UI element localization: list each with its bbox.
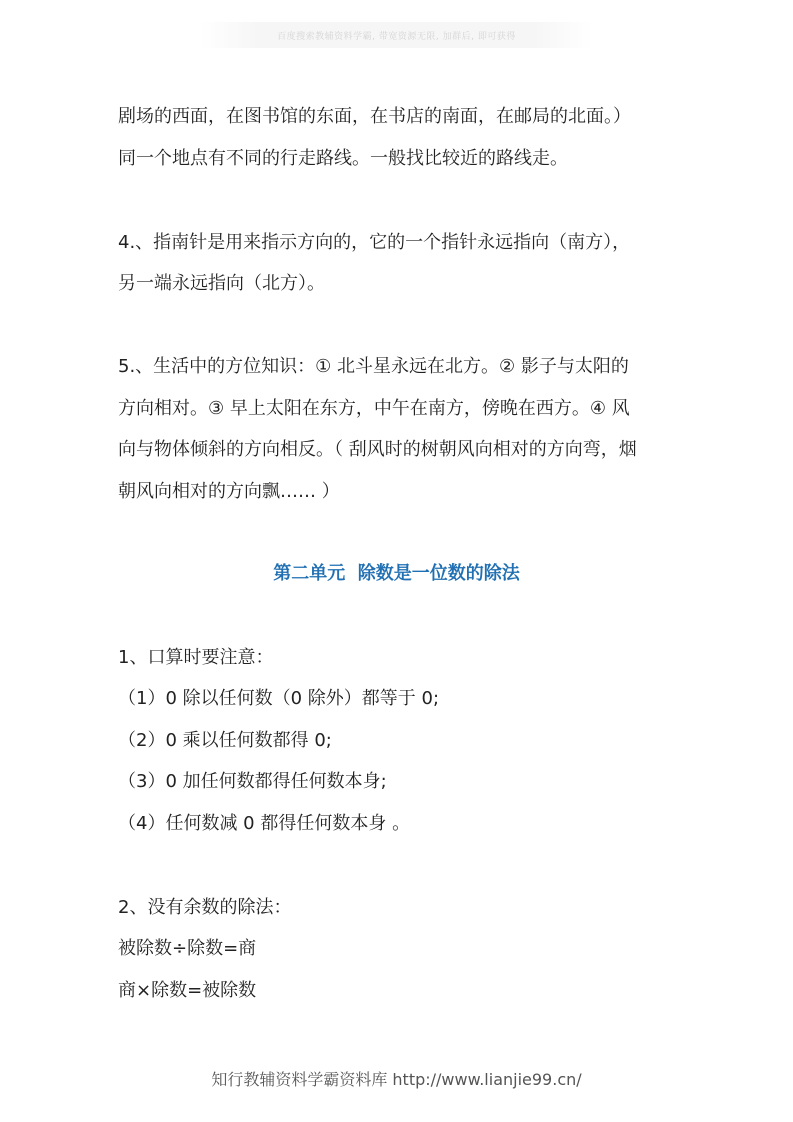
point-5-line-4: 朝风向相对的方向飘…… ） [118, 481, 340, 502]
item-1-heading: 1、口算时要注意： [118, 647, 274, 668]
header-watermark-text: 百度搜索教辅资料学霸, 带宽资源无限, 加群后, 即可获得 [277, 32, 516, 42]
item-2-formula-1: 被除数÷除数=商 [118, 938, 257, 959]
point-5-line-2: 方向相对。③ 早上太阳在东方，中午在南方，傍晚在西方。④ 风 [118, 398, 630, 419]
item-1-rule-3: （3）0 加任何数都得任何数本身; [118, 771, 387, 792]
point-4-line-1: 4.、指南针是用来指示方向的，它的一个指针永远指向（南方）， [118, 232, 631, 253]
paragraph-3-line-1: 剧场的西面，在图书馆的东面，在书店的南面，在邮局的北面。） [118, 106, 631, 127]
item-1-rule-4: （4）任何数减 0 都得任何数本身 。 [118, 813, 411, 834]
item-2-formula-2: 商×除数=被除数 [118, 980, 257, 1001]
unit-2-title: 第二单元 除数是一位数的除法 [273, 563, 520, 584]
paragraph-3-line-2: 同一个地点有不同的行走路线。一般找比较近的路线走。 [118, 148, 568, 169]
point-4-line-2: 另一端永远指向（北方）。 [118, 273, 325, 294]
item-1-rule-2: （2）0 乘以任何数都得 0; [118, 730, 332, 751]
header-watermark-banner [200, 22, 593, 48]
item-1-rule-1: （1）0 除以任何数（0 除外）都等于 0; [118, 688, 440, 709]
point-5-line-1: 5.、生活中的方位知识：① 北斗星永远在北方。② 影子与太阳的 [118, 356, 629, 377]
item-2-heading: 2、没有余数的除法： [118, 897, 292, 918]
footer-text: 知行教辅资料学霸资料库 http://www.lianjie99.cn/ [211, 1070, 582, 1089]
point-5-line-3: 向与物体倾斜的方向相反。（ 刮风时的树朝风向相对的方向弯，烟 [118, 439, 637, 460]
